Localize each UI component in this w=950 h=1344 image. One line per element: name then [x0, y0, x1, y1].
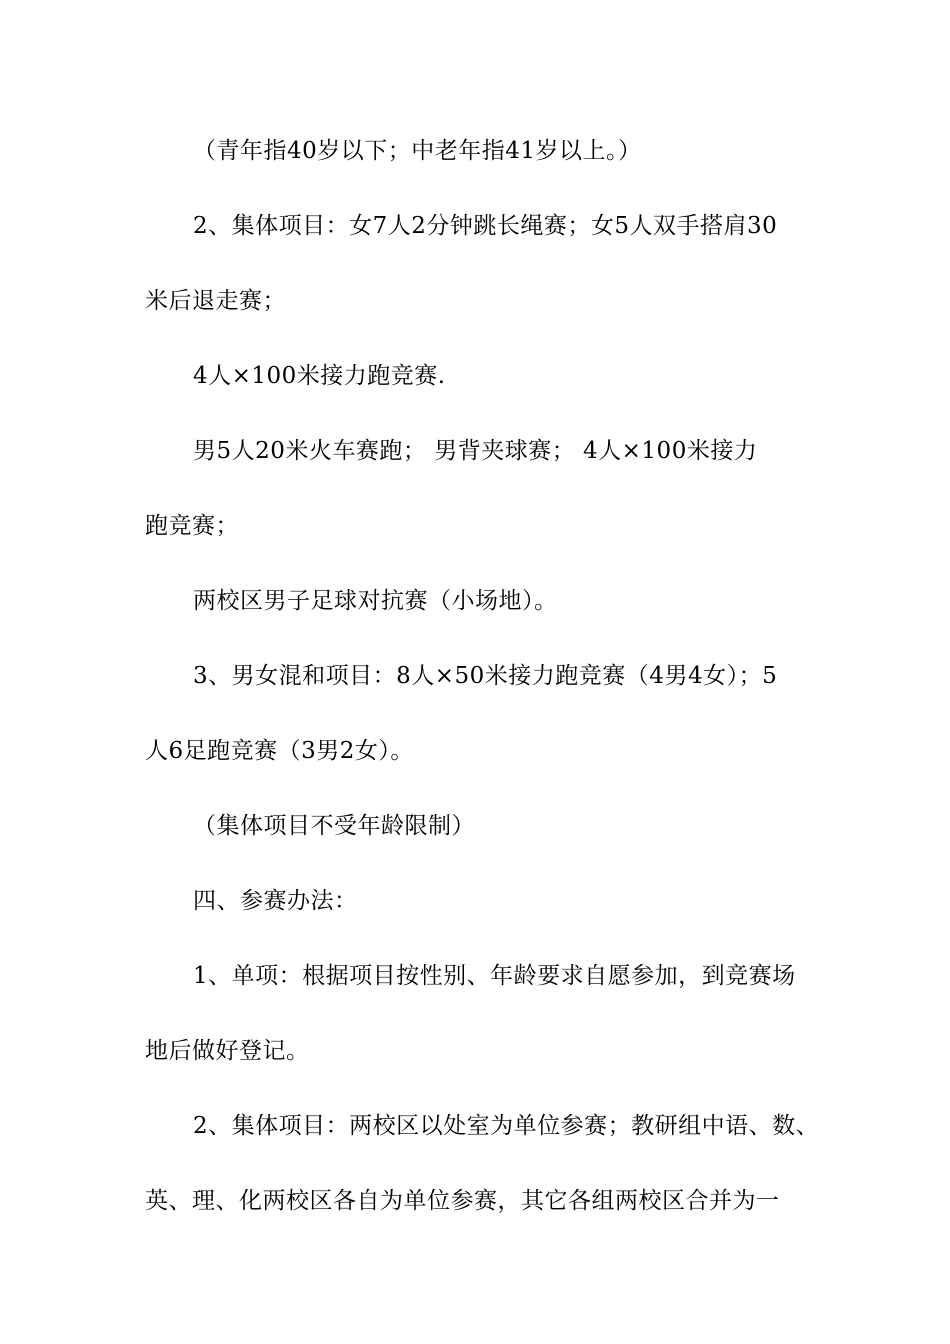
paragraph-line: 地后做好登记。	[145, 1038, 310, 1064]
paragraph-line: 4人×100米接力跑竞赛.	[193, 363, 446, 389]
section-heading: 四、参赛办法：	[193, 888, 358, 914]
paragraph-line: 英、理、化两校区各自为单位参赛，其它各组两校区合并为一	[145, 1188, 780, 1214]
paragraph-line: 2、集体项目：两校区以处室为单位参赛；教研组中语、数、	[193, 1113, 820, 1139]
paragraph-line: 3、男女混和项目：8人×50米接力跑竞赛（4男4女）；5	[193, 663, 778, 689]
paragraph-line: 人6足跑竞赛（3男2女）。	[145, 738, 414, 764]
paragraph-line: 1、单项：根据项目按性别、年龄要求自愿参加，到竞赛场	[193, 963, 796, 989]
paragraph-line: （青年指40岁以下；中老年指41岁以上。）	[193, 138, 642, 164]
paragraph-line: （集体项目不受年龄限制）	[193, 813, 475, 839]
paragraph-line: 米后退走赛；	[145, 288, 286, 314]
paragraph-line: 男5人20米火车赛跑； 男背夹球赛； 4人×100米接力	[193, 438, 758, 464]
paragraph-line: 跑竞赛；	[145, 513, 239, 539]
paragraph-line: 两校区男子足球对抗赛（小场地）。	[193, 588, 558, 614]
paragraph-line: 2、集体项目：女7人2分钟跳长绳赛；女5人双手搭肩30	[193, 213, 778, 239]
